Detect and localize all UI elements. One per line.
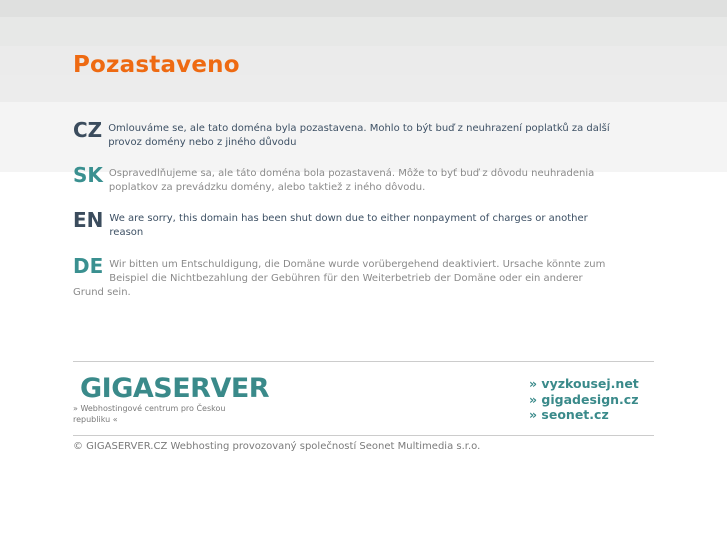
language-code-de: DE <box>73 254 104 278</box>
message-sk <box>73 163 613 195</box>
logo-tagline: » Webhostingové centrum pro Českou republiku « <box>73 404 226 424</box>
message-en <box>73 208 613 240</box>
link-vyzkousej[interactable]: » vyzkousej.net <box>529 376 639 391</box>
link-seonet[interactable]: » seonet.cz <box>529 407 609 422</box>
language-code-sk: SK <box>73 163 103 187</box>
link-item <box>529 392 639 408</box>
message-text-cz: Omlouváme se, ale tato doména byla pozastavena. Mohlo to být buď z neuhrazení poplatků za další provoz domény nebo z jiného důvodu <box>108 123 610 148</box>
header-stripe <box>0 75 727 102</box>
message-text-de: Wir bitten um Entschuldigung, die Domäne wurde vorübergehend deaktiviert. Ursache könnte zum Beispiel die Nichtbezahlung der Gebühren für den Weiterbetrieb der Domäne oder ein anderer Grund sein. <box>73 259 606 298</box>
page-title: Pozastaveno <box>73 52 240 78</box>
divider <box>73 435 654 436</box>
message-text-en: We are sorry, this domain has been shut down due to either nonpayment of charges or another reason <box>109 213 588 238</box>
message-cz <box>73 118 613 150</box>
link-item <box>529 407 639 423</box>
footer-copyright: © GIGASERVER.CZ Webhosting provozovaný společností Seonet Multimedia s.r.o. <box>73 441 481 452</box>
link-gigadesign[interactable]: » gigadesign.cz <box>529 391 639 407</box>
gigaserver-logo[interactable]: GIGASERVER <box>80 373 270 404</box>
language-code-cz: CZ <box>73 118 103 142</box>
language-code-en: EN <box>73 208 104 232</box>
message-text-sk: Ospravedlňujeme sa, ale táto doména bola pozastavená. Môže to byť buď z dôvodu neuhradenia poplatkov za prevádzku domény, alebo taktiež z iného dôvodu. <box>108 168 595 193</box>
header-stripe <box>0 17 727 46</box>
header-stripe <box>0 0 727 17</box>
message-de <box>73 254 613 300</box>
link-item <box>529 376 639 392</box>
divider <box>73 361 654 362</box>
partner-links <box>529 376 639 423</box>
